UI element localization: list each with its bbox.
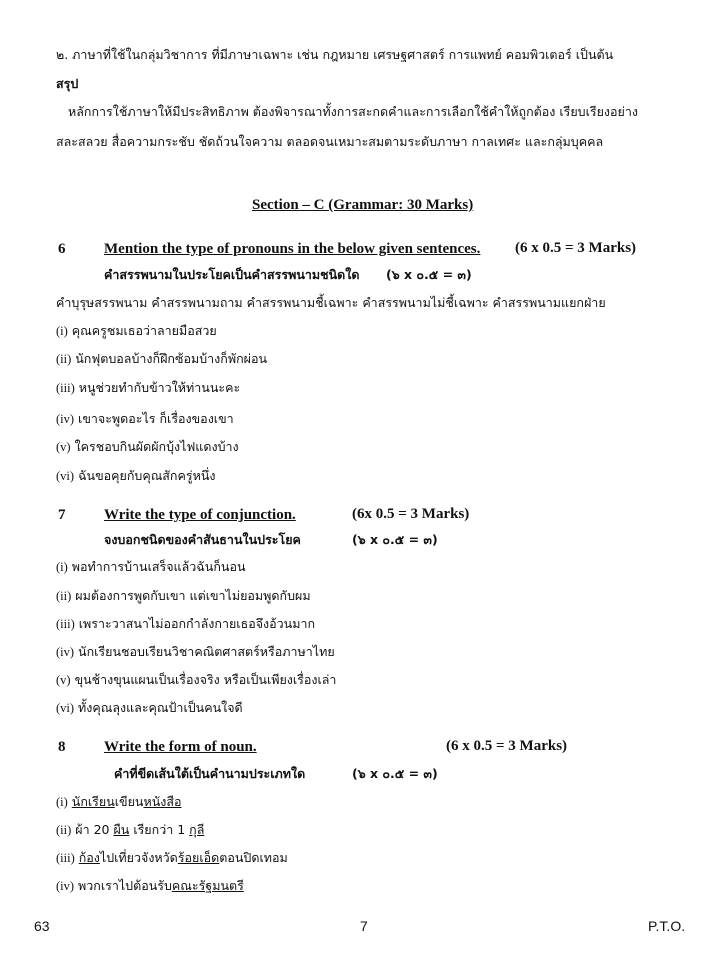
item-text: พอทำการบ้านเสร็จแล้วฉันก็นอน xyxy=(71,559,246,574)
underlined-noun: นักเรียน xyxy=(71,794,115,809)
item-text: ผ้า 20 xyxy=(75,822,114,837)
question-6-title: Mention the type of pronouns in the below given sentences. xyxy=(104,241,481,257)
item-text: คุณครูชมเธอว่าลายมือสวย xyxy=(71,323,217,338)
underlined-noun: ผืน xyxy=(113,822,130,837)
question-7-thai-marks: (๖ x ๐.๕ = ๓) xyxy=(352,532,438,547)
underlined-noun: คณะรัฐมนตรี xyxy=(171,878,244,893)
question-6-thai-title: คำสรรพนามในประโยคเป็นคำสรรพนามชนิดใด xyxy=(104,267,360,282)
question-8-marks: (6 x 0.5 = 3 Marks) xyxy=(446,738,568,754)
item-label: (i) xyxy=(56,324,68,338)
item-label: (ii) xyxy=(56,589,72,603)
question-7-thai-title: จงบอกชนิดของคำสันธานในประโยค xyxy=(104,532,301,547)
item-label: (iii) xyxy=(56,851,75,865)
list-item xyxy=(56,467,215,485)
item-text: เขียน xyxy=(114,794,144,809)
item-label: (ii) xyxy=(56,823,72,837)
page-number: 7 xyxy=(360,918,368,934)
question-8-thai-marks: (๖ x ๐.๕ = ๓) xyxy=(352,766,438,781)
question-6-thai-marks: (๖ x ๐.๕ = ๓) xyxy=(386,267,472,282)
item-label: (vi) xyxy=(56,469,75,483)
list-item xyxy=(56,379,240,397)
question-6-number: 6 xyxy=(58,241,66,257)
page-code: 63 xyxy=(34,918,50,934)
pto-label: P.T.O. xyxy=(648,918,686,934)
item-text: เรียกว่า 1 xyxy=(129,822,190,837)
question-7-title: Write the type of conjunction. xyxy=(104,507,296,523)
list-item xyxy=(56,587,311,605)
list-item xyxy=(56,410,234,428)
item-label: (i) xyxy=(56,795,68,809)
question-7-marks: (6x 0.5 = 3 Marks) xyxy=(352,506,470,522)
item-label: (iii) xyxy=(56,617,75,631)
list-item xyxy=(56,671,336,689)
item-text: ทั้งคุณลุงและคุณป้าเป็นคนใจดี xyxy=(78,700,243,715)
item-text: พวกเราไปต้อนรับ xyxy=(78,878,172,893)
question-8-number: 8 xyxy=(58,739,66,755)
underlined-noun: กุลี xyxy=(189,822,205,837)
list-item xyxy=(56,350,267,368)
item-label: (iv) xyxy=(56,879,75,893)
item-text: ใครชอบกินผัดผักบุ้งไฟแดงบ้าง xyxy=(74,439,239,454)
intro-line: ๒. ภาษาที่ใช้ในกลุ่มวิชาการ ที่มีภาษาเฉพาะ เช่น กฎหมาย เศรษฐศาสตร์ การแพทย์ คอมพิวเตอร์ เป็นต้น xyxy=(56,47,614,62)
list-item xyxy=(56,438,239,456)
item-text: เพราะวาสนาไม่ออกกำลังกายเธอจึงอ้วนมาก xyxy=(78,616,316,631)
item-text: ตอนปิดเทอม xyxy=(219,850,288,865)
underlined-noun: หนังสือ xyxy=(143,794,182,809)
underlined-noun: ร้อยเอ็ด xyxy=(177,850,220,865)
list-item xyxy=(56,821,204,839)
list-item xyxy=(56,699,243,717)
question-6-options: คำบุรุษสรรพนาม คำสรรพนามถาม คำสรรพนามชี้เฉพาะ คำสรรพนามไม่ชี้เฉพาะ คำสรรพนามแยกฝ่าย xyxy=(56,295,606,310)
list-item xyxy=(56,793,181,811)
item-text: ฉันขอคุยกับคุณสักครู่หนึ่ง xyxy=(78,468,216,483)
question-7-number: 7 xyxy=(58,507,66,523)
question-8-title: Write the form of noun. xyxy=(104,739,257,755)
list-item xyxy=(56,615,315,633)
question-6-marks: (6 x 0.5 = 3 Marks) xyxy=(515,240,637,256)
underlined-noun: ก้อง xyxy=(78,850,100,865)
item-label: (ii) xyxy=(56,352,72,366)
item-label: (vi) xyxy=(56,701,75,715)
summary-heading: สรุป xyxy=(56,76,79,91)
item-text: ไปเที่ยวจังหวัด xyxy=(99,850,178,865)
item-text: ขุนช้างขุนแผนเป็นเรื่องจริง หรือเป็นเพียงเรื่องเล่า xyxy=(74,672,337,687)
item-text: เขาจะพูดอะไร ก็เรื่องของเขา xyxy=(78,411,234,426)
item-label: (iii) xyxy=(56,381,75,395)
list-item xyxy=(56,322,217,340)
list-item xyxy=(56,558,246,576)
item-text: ผมต้องการพูดกับเขา แต่เขาไม่ยอมพูดกับผม xyxy=(75,588,311,603)
list-item xyxy=(56,643,335,661)
item-label: (iv) xyxy=(56,412,75,426)
item-label: (i) xyxy=(56,560,68,574)
item-label: (iv) xyxy=(56,645,75,659)
item-text: หนูช่วยทำกับข้าวให้ท่านนะคะ xyxy=(78,380,241,395)
summary-line-1: หลักการใช้ภาษาให้มีประสิทธิภาพ ต้องพิจารณาทั้งการสะกดคำและการเลือกใช้คำให้ถูกต้อง เรียบเรียงอย่าง xyxy=(68,104,638,119)
list-item xyxy=(56,877,244,895)
item-text: นักเรียนชอบเรียนวิชาคณิตศาสตร์หรือภาษาไทย xyxy=(78,644,335,659)
list-item xyxy=(56,849,288,867)
summary-line-2: สละสลวย สื่อความกระชับ ชัดถ้วนใจความ ตลอดจนเหมาะสมตามระดับภาษา กาลเทศะ และกลุ่มบุคคล xyxy=(56,134,604,149)
item-label: (v) xyxy=(56,440,71,454)
item-text: นักฟุตบอลบ้างก็ฝึกซ้อมบ้างก็พักผ่อน xyxy=(75,351,268,366)
item-label: (v) xyxy=(56,673,71,687)
section-title: Section – C (Grammar: 30 Marks) xyxy=(252,197,474,213)
question-8-thai-title: คำที่ขีดเส้นใต้เป็นคำนามประเภทใด xyxy=(114,766,306,781)
